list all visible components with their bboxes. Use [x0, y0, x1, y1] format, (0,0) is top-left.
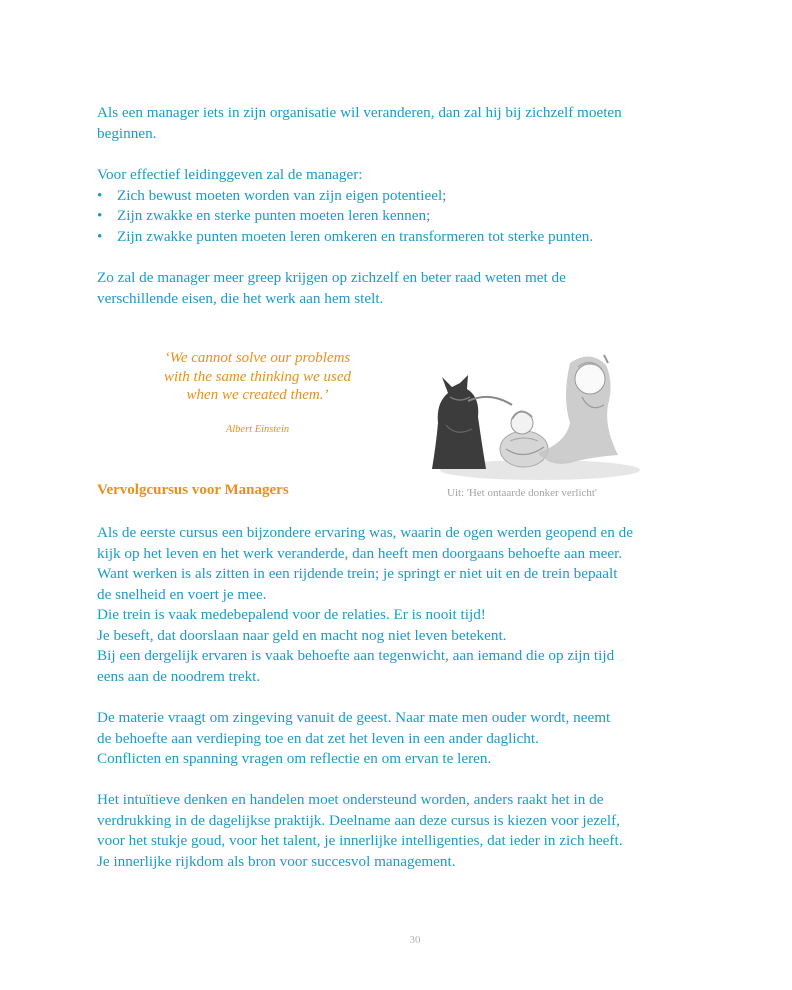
section-paragraph-2	[97, 708, 737, 770]
body-line: de behoefte aan verdieping toe en dat zet het leven in een ander daglicht.	[97, 729, 539, 747]
intro-line: Als een manager iets in zijn organisatie wil veranderen, dan zal hij bij zichzelf moeten	[97, 104, 622, 121]
body-line: Bij een dergelijk ervaren is vaak behoefte aan tegenwicht, aan iemand die op zijn tijd	[97, 647, 615, 664]
body-line: Je innerlijke rijkdom als bron voor succesvol management.	[97, 852, 456, 870]
body-line: Als de eerste cursus een bijzondere ervaring was, waarin de ogen werden geopend en de	[97, 524, 633, 541]
body-line: kijk op het leven en het werk veranderde, dan heeft men doorgaans behoefte aan meer.	[97, 544, 623, 562]
ghost-figure	[538, 355, 618, 464]
grip-paragraph	[97, 268, 737, 309]
body-line: Het intuïtieve denken en handelen moet ondersteund worden, anders raakt het in de	[97, 791, 604, 808]
quote-author: Albert Einstein	[225, 424, 290, 435]
body-line: Je beseft, dat doorslaan naar geld en macht nog niet leven betekent.	[97, 626, 507, 644]
illustration-image	[420, 345, 645, 483]
bullet-text: Zich bewust moeten worden van zijn eigen potentieel;	[117, 186, 447, 204]
body-line: De materie vraagt om zingeving vanuit de geest. Naar mate men ouder wordt, neemt	[97, 709, 611, 726]
quote-line: ‘We cannot solve our problems	[164, 350, 351, 366]
bullet-text: Zijn zwakke en sterke punten moeten leren kennen;	[117, 207, 431, 224]
grip-line: verschillende eisen, die het werk aan hem stelt.	[97, 289, 384, 307]
section-paragraph-3	[97, 790, 737, 872]
grip-line: Zo zal de manager meer greep krijgen op zichzelf en beter raad weten met de	[97, 269, 566, 286]
bullet-dot: •	[97, 207, 103, 224]
bullet-text: Zijn zwakke punten moeten leren omkeren en transformeren tot sterke punten.	[117, 227, 594, 245]
body-line: Die trein is vaak medebepalend voor de relaties. Er is nooit tijd!	[97, 606, 486, 623]
einstein-quote	[130, 349, 385, 405]
body-line: verdrukking in de dagelijkse praktijk. Deelname aan deze cursus is kiezen voor jezelf,	[97, 811, 620, 829]
body-line: Conflicten en spanning vragen om reflectie en om ervan te leren.	[97, 750, 492, 767]
body-line: eens aan de noodrem trekt.	[97, 667, 261, 685]
intro-paragraph	[97, 103, 737, 144]
intro-line: beginnen.	[97, 124, 157, 142]
bullet-item	[97, 227, 737, 248]
bullet-dot: •	[97, 186, 103, 204]
quote-line: when we created them.’	[186, 387, 329, 403]
section-heading: Vervolgcursus voor Managers	[97, 482, 289, 498]
section-paragraph-1	[97, 523, 737, 687]
dark-figure	[432, 375, 512, 469]
body-line: de snelheid en voert je mee.	[97, 585, 267, 603]
illustration-caption: Uit: 'Het ontaarde donker verlicht'	[447, 487, 597, 499]
page-number: 30	[409, 934, 421, 946]
body-line: voor het stukje goud, voor het talent, je innerlijke intelligenties, dat ieder in zich heeft.	[97, 832, 623, 849]
quote-line: with the same thinking we used	[163, 368, 352, 385]
seated-figure	[500, 411, 548, 467]
bullet-dot: •	[97, 227, 103, 245]
leadership-block	[97, 165, 737, 247]
body-line: Want werken is als zitten in een rijdende trein; je springt er niet uit en de trein bepaalt	[97, 565, 618, 582]
bullet-item	[97, 206, 737, 227]
bullet-item	[97, 186, 737, 207]
leadership-lead: Voor effectief leidinggeven zal de manager:	[97, 166, 363, 183]
